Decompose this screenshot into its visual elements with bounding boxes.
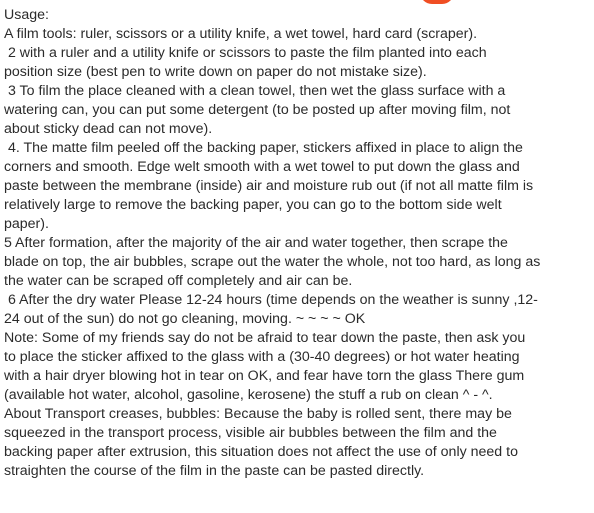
document-line: about sticky dead can not move). <box>4 121 213 137</box>
document-line: blade on top, the air bubbles, scrape out the water the whole, not too hard, as long as <box>4 254 541 270</box>
document-line: (available hot water, alcohol, gasoline, kerosene) the stuff a rub on clean ^ - ^. <box>4 387 493 403</box>
document-line: About Transport creases, bubbles: Because the baby is rolled sent, there may be <box>4 406 512 422</box>
document-line: 5 After formation, after the majority of the air and water together, then scrape the <box>4 235 508 251</box>
document-line: position size (best pen to write down on paper do not mistake size). <box>4 64 427 80</box>
document-line: to place the sticker affixed to the glass with a (30-40 degrees) or hot water heating <box>4 349 520 365</box>
document-line: 24 out of the sun) do not go cleaning, moving. ~ ~ ~ ~ OK <box>4 311 366 327</box>
document-line: backing paper after extrusion, this situation does not affect the use of only need to <box>4 444 518 460</box>
document-line: the water can be scraped off completely and air can be. <box>4 273 353 289</box>
document-line: relatively large to remove the backing paper, you can go to the bottom side welt <box>4 197 502 213</box>
document-line: corners and smooth. Edge welt smooth with a wet towel to put down the glass and <box>4 159 520 175</box>
decorative-corner-shape <box>420 0 454 4</box>
document-line: paste between the membrane (inside) air and moisture rub out (if not all matte film is <box>4 178 534 194</box>
document-line: 6 After the dry water Please 12-24 hours (time depends on the weather is sunny ,12- <box>4 292 538 308</box>
document-line: A film tools: ruler, scissors or a utility knife, a wet towel, hard card (scraper). <box>4 26 478 42</box>
document-line: with a hair dryer blowing hot in tear on OK, and fear have torn the glass There gum <box>4 368 525 384</box>
usage-instructions-document <box>4 6 592 481</box>
document-line: straighten the course of the film in the paste can be pasted directly. <box>4 463 425 479</box>
document-line: 4. The matte film peeled off the backing paper, stickers affixed in place to align the <box>4 140 523 156</box>
document-line: paper). <box>4 216 49 232</box>
document-line: squeezed in the transport process, visible air bubbles between the film and the <box>4 425 497 441</box>
document-line: Note: Some of my friends say do not be afraid to tear down the paste, then ask you <box>4 330 526 346</box>
document-line: Usage: <box>4 7 49 23</box>
document-line: 3 To film the place cleaned with a clean towel, then wet the glass surface with a <box>4 83 506 99</box>
document-line: 2 with a ruler and a utility knife or scissors to paste the film planted into each <box>4 45 487 61</box>
document-line: watering can, you can put some detergent (to be posted up after moving film, not <box>4 102 511 118</box>
